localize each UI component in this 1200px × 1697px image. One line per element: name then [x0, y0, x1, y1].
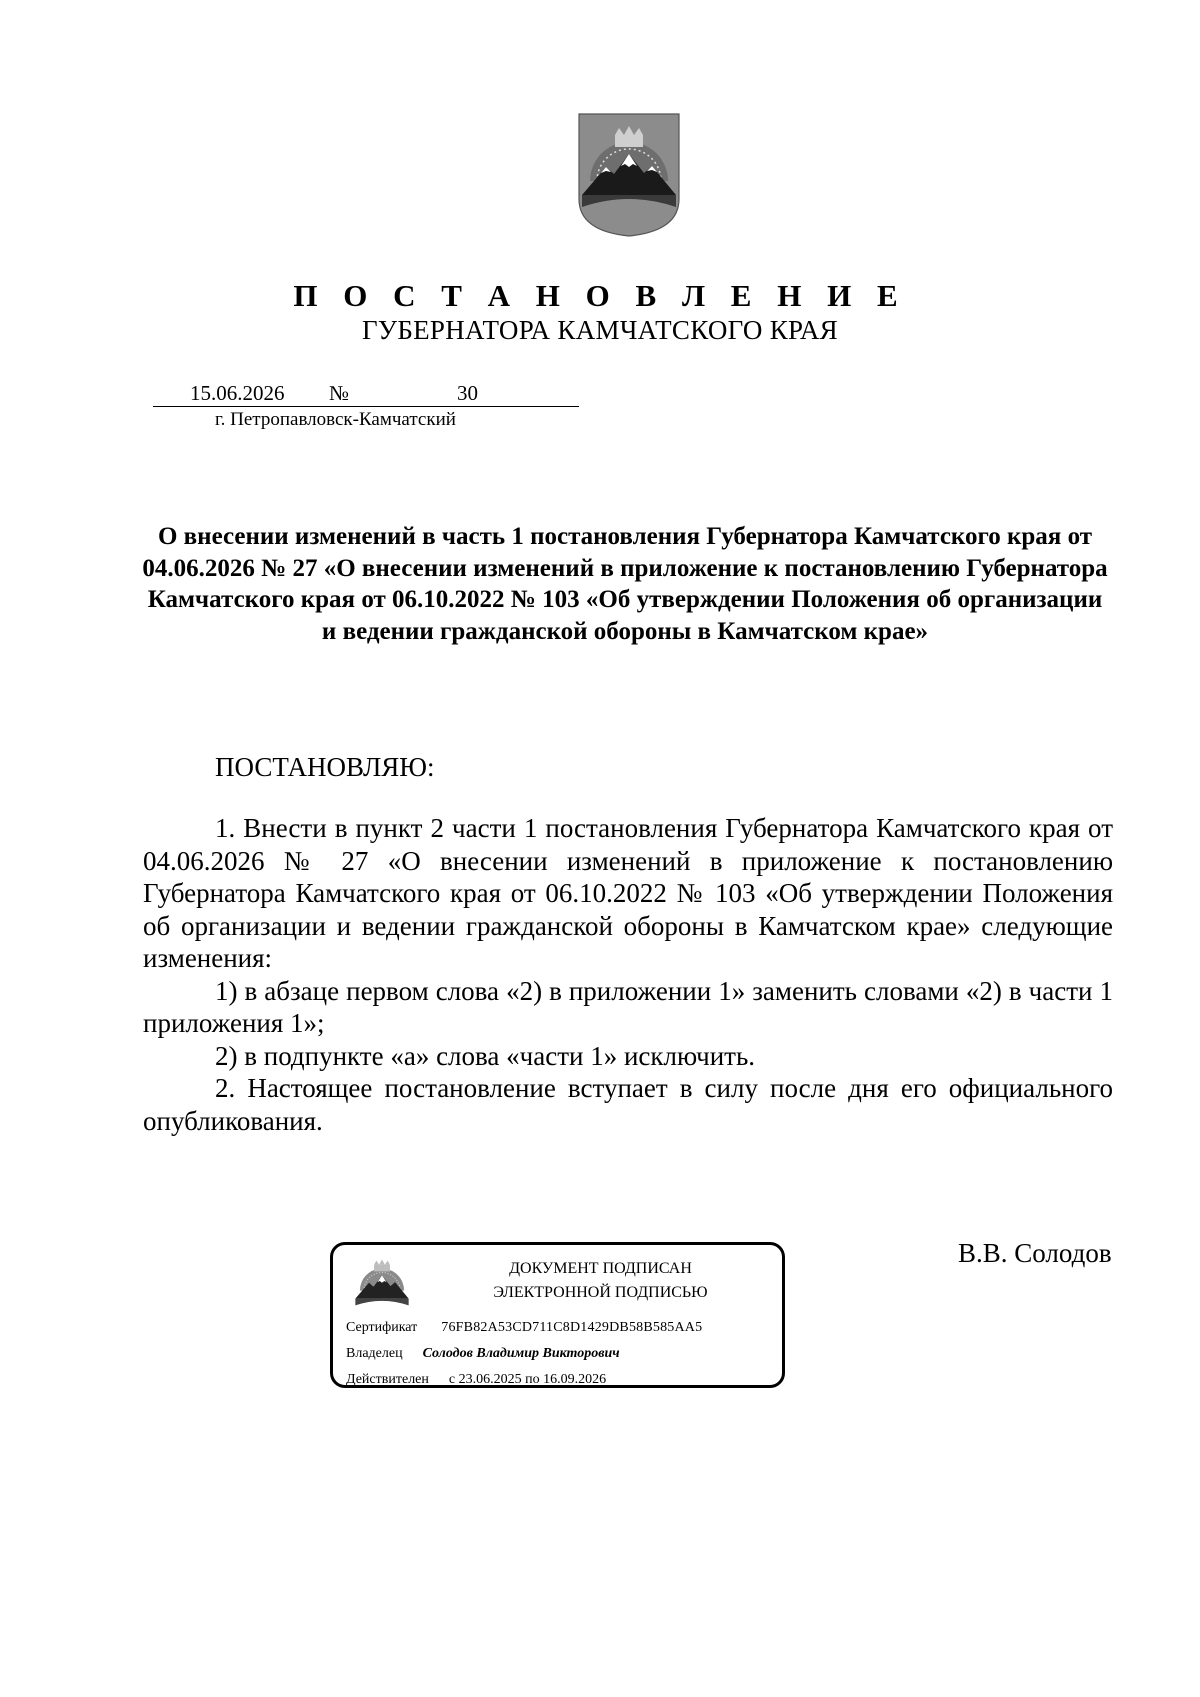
signer-name: В.В. Солодов — [958, 1238, 1112, 1268]
paragraph: 1) в абзаце первом слова «2) в приложении 1» заменить словами «2) в части 1 приложения 1»; — [143, 975, 1113, 1038]
owner-label: Владелец — [346, 1346, 403, 1361]
issuer-subtitle: ГУБЕРНАТОРА КАМЧАТСКОГО КРАЯ — [362, 315, 838, 345]
owner-row — [346, 1346, 620, 1362]
owner-value: Солодов Владимир Викторович — [422, 1346, 620, 1361]
date-number-line — [153, 380, 579, 407]
stamp-heading — [428, 1257, 773, 1305]
document-date: 15.06.2026 — [190, 381, 285, 405]
validity-label: Действителен — [346, 1372, 429, 1387]
stamp-line-1: ДОКУМЕНТ ПОДПИСАН — [509, 1260, 692, 1277]
certificate-value: 76FB82A53CD711C8D1429DB58B585AA5 — [441, 1320, 703, 1335]
paragraph: 2. Настоящее постановление вступает в силу после дня его официального опубликования. — [143, 1073, 1113, 1136]
certificate-row — [346, 1320, 702, 1336]
validity-value: с 23.06.2025 по 16.09.2026 — [448, 1372, 607, 1387]
resolution-heading: О внесении изменений в часть 1 постановления Губернатора Камчатского края от 04.06.2026 № 27 «О внесении изменений в приложение к постановлению Губернатора Камчатского края от 06.10.2022 № 103 «Об утверждении Положения об организации и ведении гражданской обороны в Камчатском крае» — [142, 523, 1108, 645]
electronic-signature-stamp — [330, 1242, 785, 1388]
document-body — [143, 812, 1113, 1137]
number-sign: № — [329, 381, 350, 405]
stamp-coat-of-arms-icon — [351, 1251, 413, 1323]
issue-city: г. Петропавловск-Камчатский — [215, 409, 456, 430]
stamp-line-2: ЭЛЕКТРОННОЙ ПОДПИСЬЮ — [493, 1284, 708, 1301]
document-title: П О С Т А Н О В Л Е Н И Е — [293, 278, 907, 313]
coat-of-arms-icon — [576, 111, 682, 238]
validity-row — [346, 1372, 606, 1388]
paragraph: 2) в подпункте «а» слова «части 1» исключить. — [215, 1040, 756, 1071]
certificate-label: Сертификат — [346, 1320, 418, 1335]
resolve-word: ПОСТАНОВЛЯЮ: — [215, 752, 435, 782]
document-number: 30 — [457, 381, 478, 405]
paragraph: 1. Внести в пункт 2 части 1 постановления Губернатора Камчатского края от 04.06.2026 № 27 «О внесении изменений в приложение к постановлению Губернатора Камчатского края от 06.10.2022 № 103 «Об утверждении Положения об организации и ведении гражданской обороны в Камчатском крае» следующие изменения: — [143, 813, 1113, 973]
